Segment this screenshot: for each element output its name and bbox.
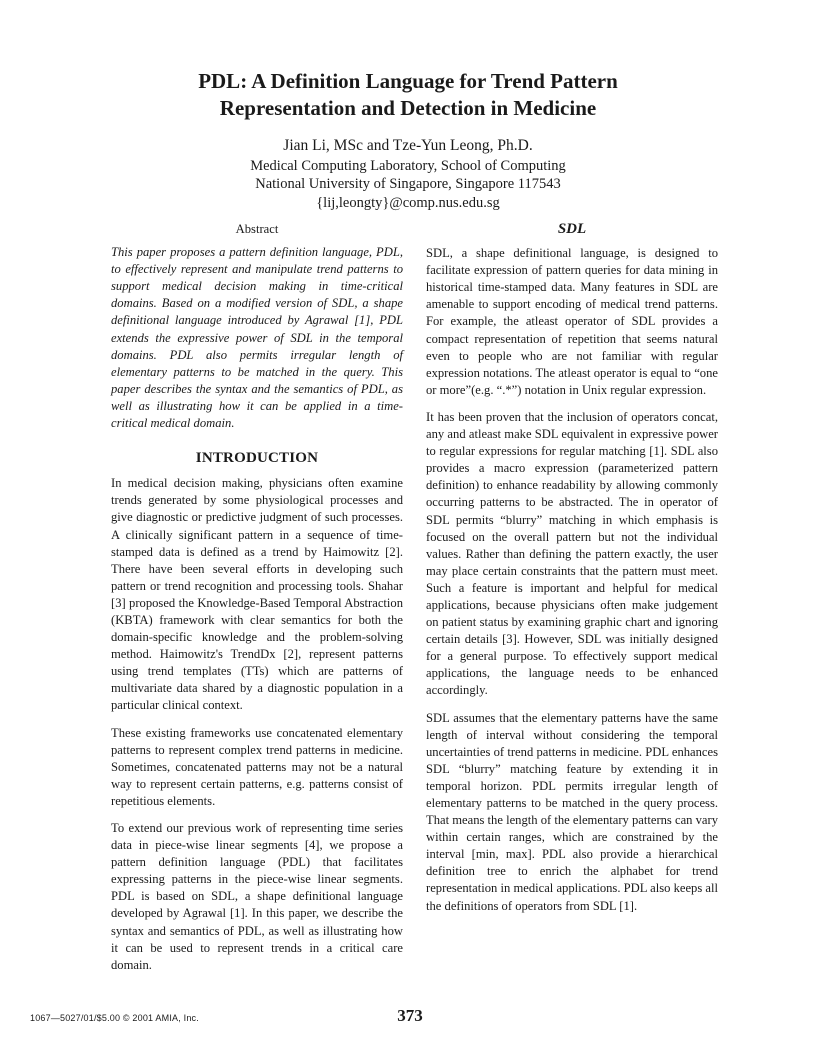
- copyright-footer: 1067—5027/01/$5.00 © 2001 AMIA, Inc.: [30, 1013, 199, 1023]
- author-email: {lij,leongty}@comp.nus.edu.sg: [316, 194, 500, 211]
- right-column: [426, 221, 718, 915]
- abstract-heading: Abstract: [235, 222, 279, 236]
- title-line-2: Representation and Detection in Medicine: [219, 96, 597, 120]
- page-number: 373: [397, 1006, 423, 1025]
- affiliation-line-1: Medical Computing Laboratory, School of Computing: [250, 157, 566, 174]
- author-block: [150, 137, 666, 212]
- sdl-paragraph-3: SDL assumes that the elementary patterns have the same length of interval without considering the temporal uncertainties of trend patterns in medicine. PDL enhances SDL “blurry” matching feature by extending it in temporal horizon. PDL permits irregular length of elementary patterns to be matched in the query process. That means the length of the elementary patterns can vary within certain ranges, which are constrained by the interval [min, max]. PDL also provide a hierarchical definition tree to enrich the alphabet for trend representation in medical applications. PDL also keeps all the definitions of operators from SDL [1].: [426, 710, 718, 913]
- paper-title: [110, 68, 706, 122]
- introduction-heading: INTRODUCTION: [195, 450, 319, 467]
- sdl-heading: SDL: [557, 221, 587, 237]
- sdl-paragraph-1: SDL, a shape definitional language, is designed to facilitate expression of pattern queries for data mining in historical time-stamped data. Many features in SDL are amenable to support encoding of medical trend patterns. For example, the atleast operator of SDL provides a compact representation of repetition that seems natural even to people who are not familiar with regular expression notations. The atleast operator is equal to “one or more”(e.g. “.*”) notation in Unix regular expression.: [426, 246, 718, 397]
- intro-paragraph-2: These existing frameworks use concatenated elementary patterns to represent complex trend patterns in medicine. Sometimes, concatenated patterns may not be a natural way to represent certain patterns, e.g. patterns consist of repetitious elements.: [111, 725, 403, 808]
- affiliation-line-2: National University of Singapore, Singapore 117543: [255, 176, 561, 192]
- sdl-paragraph-2: It has been proven that the inclusion of operators concat, any and atleast make SDL equivalent in expressive power to regular expressions for regular matching [1]. SDL also provides a macro expression (parameterized pattern definition) to enhance readability by allowing commonly occurring patterns to be abstracted. The in operator of SDL permits “blurry” matching in which emphasis is focused on the overall pattern but not the individual values. Rather than defining the pattern exactly, the user may place certain constraints that the pattern must meet. Such a feature is important and helpful for medical applications, because physicians often make judgement on patient status by examining graphic chart and ignoring certain details [3]. However, SDL was initially designed for a general purpose. To effectively support medical applications, the language needs to be enhanced accordingly.: [426, 409, 718, 698]
- left-column: [111, 221, 403, 974]
- title-line-1: PDL: A Definition Language for Trend Pattern: [198, 69, 618, 93]
- intro-paragraph-1: In medical decision making, physicians often examine trends generated by some physiological processes and give diagnostic or predictive judgment of such processes. A clinically significant pattern in a sequence of time-stamped data is defined as a trend by Haimowitz [2]. There have been several efforts in developing such pattern or trend recognition and processing tools. Shahar [3] proposed the Knowledge-Based Temporal Abstraction (KBTA) framework with clear semantics for both the domain-specific knowledge and the problem-solving method. Haimowitz's TrendDx [2], represent patterns using trend templates (TTs) which are patterns of multivariate data shared by a diagnostic population in a particular clinical context.: [111, 476, 403, 713]
- author-names: Jian Li, MSc and Tze-Yun Leong, Ph.D.: [283, 137, 533, 154]
- intro-paragraph-3: To extend our previous work of representing time series data in piece-wise linear segments [4], we propose a pattern definition language (PDL) that facilitates expressing patterns in the piece-wise linear segments. PDL is based on SDL, a shape definitional language developed by Agrawal [1]. In this paper, we describe the syntax and semantics of PDL, as well as illustrating how it can be used to represent trends in a critical care domain.: [111, 821, 403, 972]
- abstract-text: This paper proposes a pattern definition language, PDL, to effectively represent and manipulate trend patterns to support medical decision making in time-critical domains. Based on a modified version of SDL, a shape definitional language introduced by Agrawal [1], PDL extends the expressive power of SDL in the temporal domains. PDL also permits irregular length of elementary patterns to be matched in the query. This paper describes the syntax and the semantics of PDL, as well as illustrating how it can be applied in a time-critical medical domain.: [111, 245, 403, 431]
